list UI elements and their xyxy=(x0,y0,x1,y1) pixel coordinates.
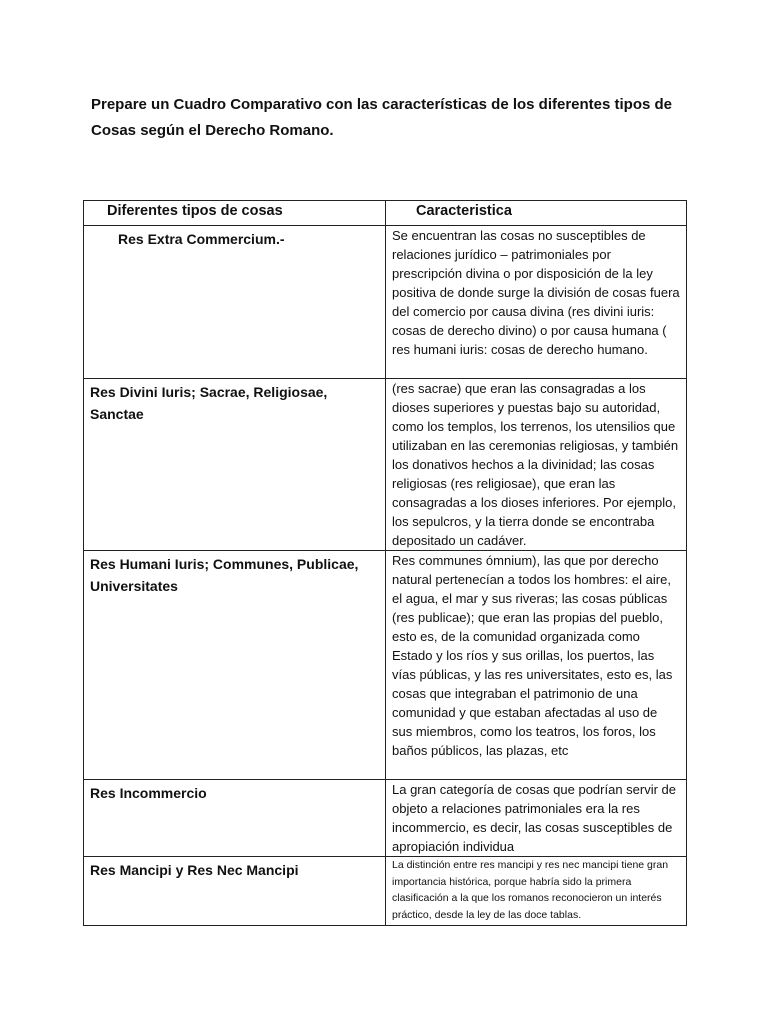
row-type: Res Divini Iuris; Sacrae, Religiosae, Sanctae xyxy=(84,379,386,551)
table-row xyxy=(84,379,687,551)
table-row xyxy=(84,857,687,926)
table-row xyxy=(84,780,687,857)
row-description: La gran categoría de cosas que podrían servir de objeto a relaciones patrimoniales era la res incommercio, es decir, las cosas susceptibles de apropiación individua xyxy=(386,780,687,857)
page-heading: Prepare un Cuadro Comparativo con las características de los diferentes tipos de Cosas según el Derecho Romano. xyxy=(91,96,673,139)
comparison-table xyxy=(83,200,687,926)
table-row xyxy=(84,226,687,379)
row-type: Res Humani Iuris; Communes, Publicae, Universitates xyxy=(84,551,386,780)
header-characteristic: Caracteristica xyxy=(386,201,687,226)
table-header-row xyxy=(84,201,687,226)
table-row xyxy=(84,551,687,780)
row-type: Res Incommercio xyxy=(84,780,386,857)
row-description: Res communes ómnium), las que por derecho natural pertenecían a todos los hombres: el aire, el agua, el mar y sus riveras; las cosas públicas (res publicae); que eran las propias del pueblo, esto es, de la comunidad organizada como Estado y los ríos y sus orillas, los puertos, las vías públicas, y las res universitates, esto es, las cosas que integraban el patrimonio de una comunidad y que estaban afectadas al uso de sus miembros, como los teatros, los foros, los baños públicos, las plazas, etc xyxy=(386,551,687,780)
row-type: Res Extra Commercium.- xyxy=(84,226,386,379)
header-types: Diferentes tipos de cosas xyxy=(84,201,386,226)
row-description: (res sacrae) que eran las consagradas a los dioses superiores y puestas bajo su autoridad, como los templos, los terrenos, los utensilios que utilizaban en las ceremonias religiosas, y también los donativos hechos a la divinidad; las cosas religiosas (res religiosae), que eran las consagradas a los dioses inferiores. Por ejemplo, los sepulcros, y la tierra donde se encontraba depositado un cadáver. xyxy=(386,379,687,551)
row-description: Se encuentran las cosas no susceptibles de relaciones jurídico – patrimoniales por prescripción divina o por disposición de la ley positiva de donde surge la división de cosas fuera del comercio por causa divina (res divini iuris: cosas de derecho divino) o por causa humana ( res humani iuris: cosas de derecho humano. xyxy=(386,226,687,379)
row-type: Res Mancipi y Res Nec Mancipi xyxy=(84,857,386,926)
row-description: La distinción entre res mancipi y res nec mancipi tiene gran importancia histórica, porque habría sido la primera clasificación a la que los romanos reconocieron un interés práctico, desde la ley de las doce tablas. xyxy=(386,857,687,926)
